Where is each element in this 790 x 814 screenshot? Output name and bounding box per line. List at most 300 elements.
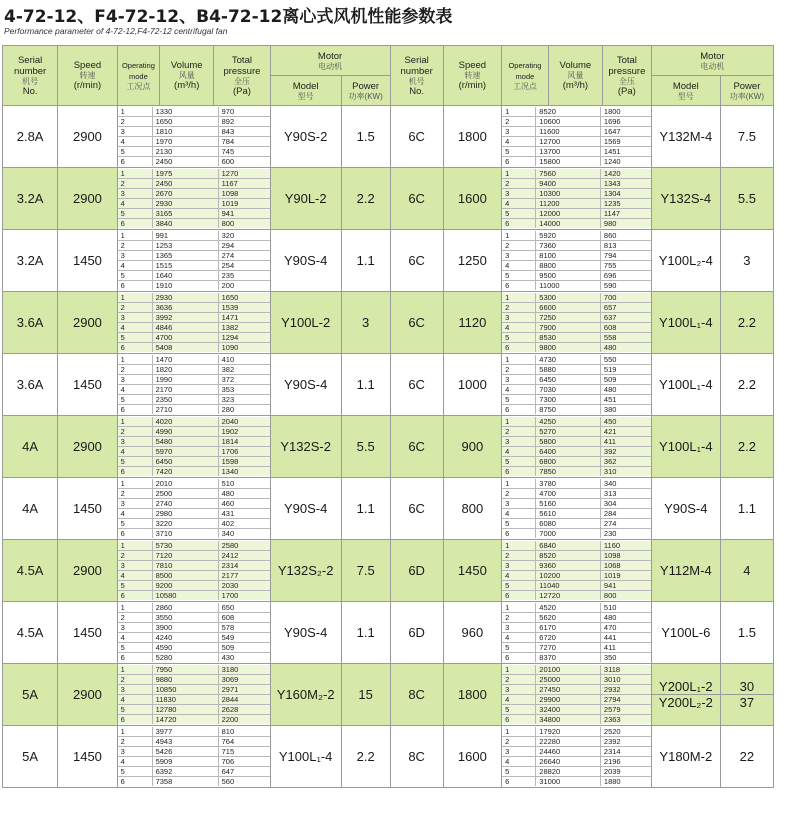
volume-cell: 32400 [536, 705, 601, 715]
mode-cell: 6 [502, 405, 536, 415]
operating-point-row [502, 633, 651, 643]
speed: 2900 [58, 106, 117, 168]
speed: 1450 [58, 726, 117, 788]
volume-cell: 25000 [536, 675, 601, 685]
mode-cell: 6 [118, 529, 152, 539]
serial-no: 5A [3, 726, 58, 788]
volume-cell: 7560 [536, 169, 601, 179]
volume-cell: 3900 [152, 623, 218, 633]
mode-cell: 4 [502, 757, 536, 767]
volume-cell: 6170 [536, 623, 601, 633]
volume-cell: 3636 [152, 303, 218, 313]
pressure-cell: 470 [600, 623, 650, 633]
mode-cell: 5 [118, 519, 152, 529]
operating-point-row [118, 365, 270, 375]
volume-cell: 29900 [536, 695, 601, 705]
mode-cell: 1 [118, 169, 152, 179]
operating-points [502, 541, 651, 600]
serial-no: 6C [390, 230, 443, 292]
volume-cell: 5300 [536, 293, 601, 303]
header-pressure-2: Total pressure 全压 (Pa) [602, 46, 651, 106]
operating-point-row [118, 675, 270, 685]
pressure-cell: 230 [603, 529, 617, 538]
serial-no: 6D [390, 602, 443, 664]
table-row [3, 540, 774, 602]
volume-cell: 2710 [152, 405, 218, 415]
operating-point-row [118, 405, 270, 415]
operating-point-row [502, 613, 651, 623]
motor-model: Y200L₁-2 Y200L₂-2 [651, 664, 720, 726]
mode-cell: 3 [502, 189, 536, 199]
mode-cell: 1 [118, 479, 152, 489]
operating-points [118, 107, 270, 166]
mode-cell: 1 [502, 355, 536, 365]
volume-cell: 4520 [536, 603, 601, 613]
header-volume-2: Volume 风量 (m³/h) [548, 46, 602, 106]
pressure-cell: 2040 [218, 417, 269, 427]
operating-point-row [118, 323, 270, 333]
serial-no: 3.6A [3, 292, 58, 354]
mode-cell: 2 [118, 179, 152, 189]
pressure-cell: 800 [218, 219, 269, 229]
mode-cell: 6 [118, 343, 152, 353]
operating-points [118, 603, 270, 662]
pressure-cell: 1160 [600, 541, 650, 551]
pressure-cell: 558 [600, 333, 650, 343]
pressure-cell: 431 [218, 509, 269, 519]
motor-power: 2.2 [341, 168, 390, 230]
volume-cell: 8370 [536, 653, 601, 663]
mode-cell: 1 [118, 293, 152, 303]
operating-data [502, 726, 652, 788]
operating-point-row [118, 727, 270, 737]
mode-cell: 3 [118, 127, 152, 137]
mode-cell: 2 [502, 303, 536, 313]
motor-model: Y132S-4 [651, 168, 720, 230]
motor-power: 30 37 [720, 664, 773, 726]
operating-point-row [502, 747, 651, 757]
operating-point-row [118, 251, 270, 261]
volume-cell: 20100 [536, 665, 601, 675]
mode-cell: 4 [502, 261, 536, 271]
pressure-cell: 350 [603, 653, 617, 662]
table-row [3, 664, 774, 726]
mode-cell: 3 [118, 375, 152, 385]
volume-cell: 1820 [152, 365, 218, 375]
motor-power: 1.5 [720, 602, 773, 664]
volume-cell: 11600 [536, 127, 601, 137]
volume-cell: 9200 [152, 581, 218, 591]
mode-cell: 4 [118, 571, 152, 581]
serial-no: 5A [3, 664, 58, 726]
mode-cell: 4 [502, 633, 536, 643]
header-model: Model 型号 [270, 76, 341, 106]
operating-data [117, 106, 270, 168]
operating-data [117, 664, 270, 726]
motor-power: 1.5 [341, 106, 390, 168]
operating-point-row [118, 489, 270, 499]
operating-point-row [118, 437, 270, 447]
operating-points [502, 727, 651, 786]
serial-no: 3.2A [3, 230, 58, 292]
pressure-cell: 1304 [600, 189, 650, 199]
pressure-cell: 1420 [600, 169, 650, 179]
operating-point-row [502, 551, 651, 561]
header-mode: Operating mode 工况点 [117, 46, 159, 106]
mode-cell: 1 [118, 541, 152, 551]
mode-cell: 4 [118, 323, 152, 333]
pressure-cell: 1167 [218, 179, 269, 189]
operating-point-row [502, 529, 651, 539]
motor-model: Y100L₁-4 [651, 416, 720, 478]
mode-cell: 1 [502, 231, 536, 241]
pressure-cell: 892 [218, 117, 269, 127]
volume-cell: 1640 [152, 271, 218, 281]
operating-data [502, 540, 652, 602]
operating-point-row [118, 395, 270, 405]
operating-point-row [118, 343, 270, 353]
volume-cell: 7270 [536, 643, 601, 653]
operating-data [502, 106, 652, 168]
mode-cell: 4 [118, 509, 152, 519]
operating-point-row [118, 643, 270, 653]
volume-cell: 4700 [536, 489, 601, 499]
mode-cell: 1 [118, 355, 152, 365]
mode-cell: 3 [502, 313, 536, 323]
volume-cell: 11000 [536, 281, 601, 291]
mode-cell: 2 [502, 179, 536, 189]
table-body [3, 106, 774, 788]
operating-point-row [502, 137, 651, 147]
mode-cell: 6 [502, 157, 536, 167]
volume-cell: 4240 [152, 633, 218, 643]
header-motor-2: Motor 电动机 [651, 46, 773, 76]
mode-cell: 5 [118, 643, 152, 653]
operating-point-row [502, 675, 651, 685]
operating-point-row [118, 551, 270, 561]
operating-point-row [502, 405, 651, 415]
operating-point-row [118, 653, 270, 663]
mode-cell: 4 [118, 199, 152, 209]
pressure-cell: 2844 [218, 695, 269, 705]
operating-data [502, 354, 652, 416]
operating-data [117, 540, 270, 602]
pressure-cell: 608 [218, 613, 269, 623]
volume-cell: 11040 [536, 581, 601, 591]
speed: 2900 [58, 664, 117, 726]
operating-point-row [502, 271, 651, 281]
mode-cell: 3 [118, 189, 152, 199]
motor-power: 15 [341, 664, 390, 726]
operating-points [502, 169, 651, 228]
header-volume: Volume 风量 (m³/h) [160, 46, 214, 106]
operating-point-row [502, 705, 651, 715]
mode-cell: 5 [118, 767, 152, 777]
volume-cell: 1330 [152, 107, 218, 117]
operating-data [117, 168, 270, 230]
volume-cell: 7900 [536, 323, 601, 333]
speed: 2900 [58, 292, 117, 354]
mode-cell: 5 [118, 395, 152, 405]
operating-point-row [118, 313, 270, 323]
pressure-cell: 1598 [218, 457, 269, 467]
mode-cell: 3 [118, 499, 152, 509]
mode-cell: 1 [118, 727, 152, 737]
mode-cell: 2 [118, 117, 152, 127]
pressure-cell: 509 [218, 643, 269, 653]
header-power-2: Power 功率(KW) [720, 76, 773, 106]
pressure-cell: 3180 [218, 665, 269, 675]
operating-point-row [118, 241, 270, 251]
pressure-cell: 980 [600, 219, 650, 229]
motor-model: Y90S-4 [270, 478, 341, 540]
mode-cell: 4 [118, 695, 152, 705]
page-subtitle: Performance parameter of 4-72-12,F4-72-12 centrifugal fan [4, 26, 228, 36]
operating-points [502, 603, 651, 662]
operating-point-row [502, 323, 651, 333]
operating-point-row [502, 343, 651, 353]
mode-cell: 2 [502, 365, 536, 375]
operating-point-row [502, 499, 651, 509]
volume-cell: 4730 [536, 355, 601, 365]
header-serial-2: Serial number 机号 No. [390, 46, 443, 106]
pressure-cell: 451 [600, 395, 650, 405]
volume-cell: 7950 [152, 665, 218, 675]
mode-cell: 3 [502, 747, 536, 757]
volume-cell: 3977 [152, 727, 218, 737]
volume-cell: 7120 [152, 551, 218, 561]
mode-cell: 4 [502, 571, 536, 581]
pressure-cell: 2579 [600, 705, 650, 715]
pressure-cell: 313 [600, 489, 650, 499]
volume-cell: 6400 [536, 447, 601, 457]
pressure-cell: 421 [600, 427, 650, 437]
volume-cell: 8750 [536, 405, 601, 415]
operating-point-row [118, 603, 270, 613]
operating-point-row [502, 591, 651, 601]
volume-cell: 5880 [536, 365, 601, 375]
operating-point-row [502, 737, 651, 747]
operating-point-row [118, 519, 270, 529]
volume-cell: 2500 [152, 489, 218, 499]
pressure-cell: 637 [600, 313, 650, 323]
mode-cell: 3 [502, 499, 536, 509]
mode-cell: 5 [118, 271, 152, 281]
operating-point-row [118, 695, 270, 705]
motor-power: 3 [720, 230, 773, 292]
operating-point-row [502, 313, 651, 323]
volume-cell: 1650 [152, 117, 218, 127]
pressure-cell: 600 [221, 157, 235, 166]
mode-cell: 3 [502, 437, 536, 447]
pressure-cell: 1471 [218, 313, 269, 323]
mode-cell: 5 [502, 581, 536, 591]
pressure-cell: 1270 [218, 169, 269, 179]
pressure-cell: 700 [600, 293, 650, 303]
mode-cell: 6 [118, 715, 152, 725]
pressure-cell: 353 [218, 385, 269, 395]
operating-point-row [118, 219, 270, 229]
volume-cell: 6080 [536, 519, 601, 529]
speed: 1120 [443, 292, 501, 354]
mode-cell: 2 [118, 613, 152, 623]
mode-cell: 2 [118, 241, 152, 251]
motor-model: Y180M-2 [651, 726, 720, 788]
volume-cell: 10850 [152, 685, 218, 695]
operating-point-row [118, 137, 270, 147]
mode-cell: 1 [502, 417, 536, 427]
motor-model: Y90S-4 [270, 230, 341, 292]
volume-cell: 4590 [152, 643, 218, 653]
mode-cell: 2 [118, 675, 152, 685]
volume-cell: 7030 [536, 385, 601, 395]
pressure-cell: 1700 [218, 591, 269, 601]
volume-cell: 17920 [536, 727, 601, 737]
operating-point-row [118, 209, 270, 219]
mode-cell: 2 [118, 551, 152, 561]
volume-cell: 7300 [536, 395, 601, 405]
mode-cell: 6 [118, 591, 152, 601]
volume-cell: 3165 [152, 209, 218, 219]
pressure-cell: 1019 [600, 571, 650, 581]
mode-cell: 3 [502, 685, 536, 695]
operating-data [117, 478, 270, 540]
mode-cell: 4 [502, 509, 536, 519]
mode-cell: 5 [502, 767, 536, 777]
volume-cell: 1975 [152, 169, 218, 179]
motor-power: 5.5 [720, 168, 773, 230]
speed: 1800 [443, 664, 501, 726]
operating-point-row [502, 147, 651, 157]
mode-cell: 1 [118, 417, 152, 427]
operating-point-row [118, 685, 270, 695]
pressure-cell: 3069 [218, 675, 269, 685]
operating-point-row [118, 189, 270, 199]
speed: 960 [443, 602, 501, 664]
speed: 1600 [443, 168, 501, 230]
pressure-cell: 1647 [600, 127, 650, 137]
pressure-cell: 1382 [218, 323, 269, 333]
mode-cell: 5 [502, 395, 536, 405]
operating-point-row [502, 355, 651, 365]
motor-power: 7.5 [720, 106, 773, 168]
pressure-cell: 340 [221, 529, 235, 538]
operating-point-row [118, 747, 270, 757]
motor-power: 1.1 [341, 230, 390, 292]
speed: 1250 [443, 230, 501, 292]
mode-cell: 3 [502, 375, 536, 385]
operating-point-row [502, 653, 651, 663]
operating-point-row [502, 427, 651, 437]
volume-cell: 8500 [152, 571, 218, 581]
pressure-cell: 1880 [603, 777, 621, 786]
operating-point-row [118, 541, 270, 551]
pressure-cell: 274 [218, 251, 269, 261]
mode-cell: 2 [502, 613, 536, 623]
mode-cell: 5 [502, 333, 536, 343]
header-motor: Motor 电动机 [270, 46, 390, 76]
volume-cell: 5970 [152, 447, 218, 457]
mode-cell: 4 [502, 199, 536, 209]
operating-points [118, 479, 270, 538]
pressure-cell: 1706 [218, 447, 269, 457]
pressure-cell: 480 [218, 489, 269, 499]
volume-cell: 5920 [536, 231, 601, 241]
operating-data [117, 602, 270, 664]
motor-power: 1.1 [341, 602, 390, 664]
motor-model: Y132M-4 [651, 106, 720, 168]
volume-cell: 5480 [152, 437, 218, 447]
operating-point-row [118, 633, 270, 643]
pressure-cell: 1650 [218, 293, 269, 303]
pressure-cell: 3010 [600, 675, 650, 685]
mode-cell: 4 [502, 447, 536, 457]
volume-cell: 28820 [536, 767, 601, 777]
volume-cell: 6600 [536, 303, 601, 313]
motor-power: 2.2 [341, 726, 390, 788]
pressure-cell: 550 [600, 355, 650, 365]
mode-cell: 2 [502, 551, 536, 561]
operating-point-row [118, 271, 270, 281]
operating-data [502, 416, 652, 478]
operating-point-row [118, 447, 270, 457]
operating-point-row [118, 467, 270, 477]
mode-cell: 5 [502, 271, 536, 281]
mode-cell: 5 [502, 147, 536, 157]
volume-cell: 5270 [536, 427, 601, 437]
volume-cell: 9800 [536, 343, 601, 353]
operating-point-row [118, 591, 270, 601]
motor-power: 7.5 [341, 540, 390, 602]
operating-point-row [502, 189, 651, 199]
pressure-cell: 2412 [218, 551, 269, 561]
operating-point-row [502, 695, 651, 705]
mode-cell: 5 [502, 457, 536, 467]
pressure-cell: 1235 [600, 199, 650, 209]
pressure-cell: 480 [600, 343, 650, 353]
mode-cell: 4 [502, 323, 536, 333]
operating-point-row [502, 209, 651, 219]
mode-cell: 5 [118, 333, 152, 343]
motor-model: Y132S₂-2 [270, 540, 341, 602]
speed: 1800 [443, 106, 501, 168]
operating-point-row [502, 303, 651, 313]
mode-cell: 4 [502, 385, 536, 395]
volume-cell: 5620 [536, 613, 601, 623]
volume-cell: 8520 [536, 551, 601, 561]
pressure-cell: 372 [218, 375, 269, 385]
operating-point-row [118, 427, 270, 437]
operating-data [502, 292, 652, 354]
operating-points [502, 355, 651, 414]
operating-data [502, 478, 652, 540]
table-row [3, 726, 774, 788]
pressure-cell: 2177 [218, 571, 269, 581]
mode-cell: 4 [118, 757, 152, 767]
pressure-cell: 392 [600, 447, 650, 457]
operating-point-row [502, 509, 651, 519]
operating-points [118, 231, 270, 290]
pressure-cell: 2314 [218, 561, 269, 571]
motor-model: Y100L₁-4 [651, 292, 720, 354]
pressure-cell: 745 [218, 147, 269, 157]
pressure-cell: 2932 [600, 685, 650, 695]
operating-point-row [502, 541, 651, 551]
speed: 1450 [58, 230, 117, 292]
operating-point-row [502, 447, 651, 457]
mode-cell: 4 [118, 385, 152, 395]
volume-cell: 1910 [152, 281, 218, 291]
